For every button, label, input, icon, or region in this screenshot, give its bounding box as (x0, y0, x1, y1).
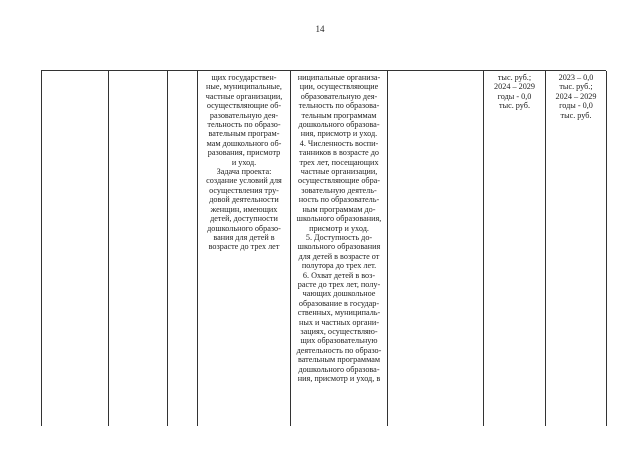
table-column-6 (388, 71, 484, 426)
table-column-funding (484, 71, 546, 426)
table-column-indicators (291, 71, 388, 426)
funding-total-text: 2023 – 0,0 тыс. руб.; 2024 – 2029 годы - 0,0 тыс. руб. (555, 73, 597, 120)
table-column-3 (168, 71, 198, 426)
funding-text: тыс. руб.; 2024 – 2029 годы - 0,0 тыс. руб. (494, 73, 535, 111)
table-column-funding-total (546, 71, 607, 426)
project-task-text: щих государствен- ные, муниципальные, частные организации, осуществляющие об- разовательную дея- тельность по образо- вательным програм- мам дошкольного об- разования, присмотр и уход. Задача проекта: создание условий для осуществления тру- довой деятельности женщин, имеющих детей, доступности дошкольного образо- вания для детей в возрасте до трех лет (205, 73, 283, 252)
page-number: 14 (315, 24, 325, 34)
table-column-2 (109, 71, 168, 426)
table-column-1 (42, 71, 109, 426)
program-table (41, 70, 606, 426)
table-column-project-tasks (198, 71, 291, 426)
indicators-text: ниципальные организа- ции, осуществляющие образовательную дея- тельность по образова- тельным программам дошкольного образова- ния, присмотр и уход. 4. Численность воспи- танников в возрасте до трех лет, посещающих частные организации, осуществляющие обра- зовательную деятель- ность по образователь- ным программам до- школьного образования, присмотр и уход. 5. Доступность до- школьного образования для детей в возрасте от полутора до трех лет. 6. Охват детей в воз- расте до трех лет, полу- чающих дошкольное образование в государ- ственных, муниципаль- ных и частных органи- зациях, осуществляю- щих образовательную деятельность по образо- вательным программам дошкольного образова- ния, присмотр и уход, в (296, 73, 382, 383)
